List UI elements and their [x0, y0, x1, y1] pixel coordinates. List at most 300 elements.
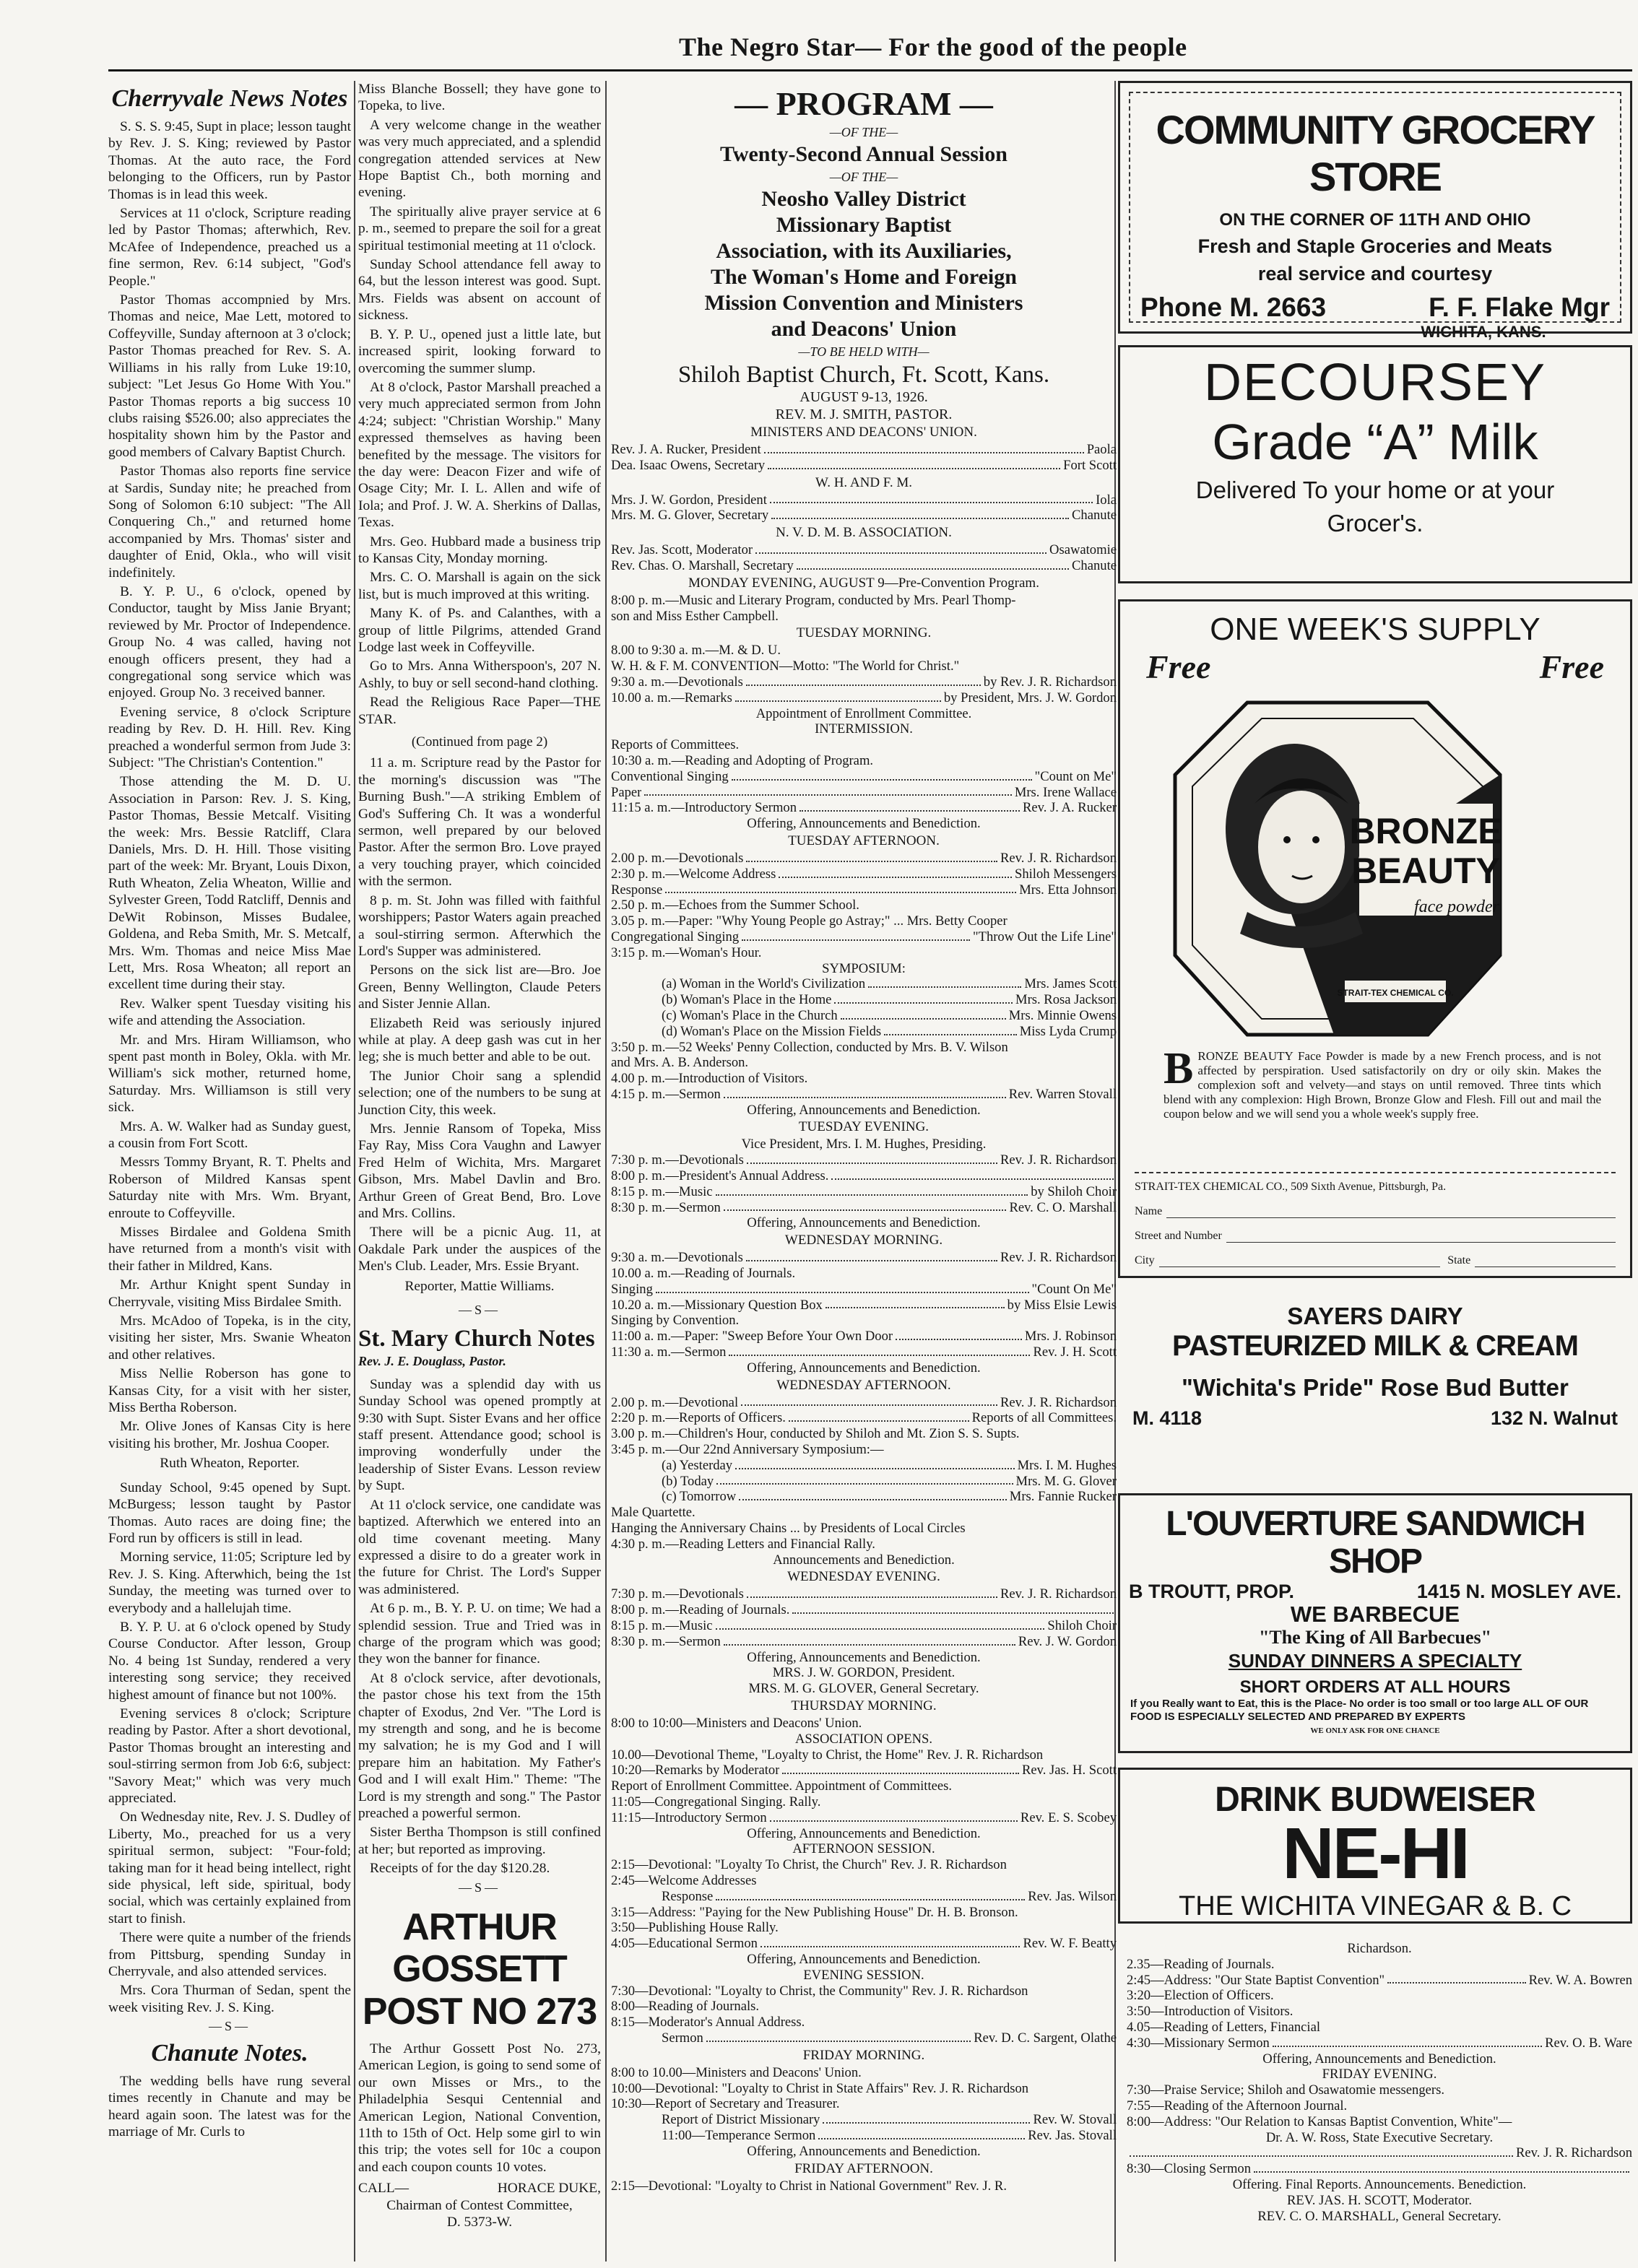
coupon-state-label: State: [1447, 1254, 1471, 1266]
program-row: [611, 1889, 1117, 1905]
dot-leader: [823, 2112, 1030, 2124]
program-lines: [611, 1313, 1117, 1329]
dot-leader: [1387, 1973, 1526, 1984]
continued-note: (Continued from page 2): [411, 734, 548, 750]
paragraph: Many K. of Ps. and Calanthes, with a group of little Pilgrims, attended Grand Lodge last week in Coffeyville.: [358, 606, 601, 655]
program-row: [611, 442, 1117, 458]
row-value: Rev. J. R. Richardson: [1000, 850, 1117, 866]
program-row: [611, 882, 1117, 898]
paragraph: Those attending the M. D. U. Association in Parson: Rev. J. S. King, Pastor Thomas, Bessie Metcalf. Visiting the week: Mrs. Bessie Ratcliff, Clara Daniels, Mrs. D. H. Hill. Those visiting part of the week: Mr. Bryant, Louis Dixon, Ruth Wheaton, Zelia Wheaton, Willie and Sylvester Green, Todd Ratcliff, Dennis and DeWit Robinson, Misses Budalee, Goldena, and Reba Smith, Mr. S. Metcalf, Mrs. Wm. Thomas and neice Miss Mae Lett, Mrs. Rosa Wheaton; all report an excellent time during their stay.: [108, 774, 351, 993]
program-rows: [611, 674, 1117, 706]
ad-bronze-beauty: [1118, 599, 1632, 1278]
row-value: Chanute: [1072, 557, 1117, 573]
column-rule: [354, 81, 355, 2262]
bronze-brand-1: BRONZE: [1349, 811, 1502, 851]
program-lines: [611, 1650, 1117, 1697]
grocery-phone-line: [1130, 292, 1620, 323]
row-value: Rev. J. W. Gordon: [1018, 1633, 1117, 1649]
program-row: [611, 976, 1117, 992]
row-value: Mrs. Minnie Owens: [1008, 1007, 1117, 1023]
program-line: 8:00 p. m.—Music and Literary Program, conducted by Mrs. Pearl Thomp-: [611, 592, 1016, 608]
program-line: son and Miss Esther Campbell.: [611, 608, 779, 624]
legion-call: CALL—: [358, 2181, 410, 2197]
program-lines: [611, 706, 1117, 769]
newspaper-title: The Negro Star— For the good of the people: [679, 32, 1187, 61]
row-label: 11:15—Introductory Sermon: [611, 1809, 767, 1825]
program-lines: [611, 1826, 1117, 1858]
bronze-copy: RONZE BEAUTY Face Powder is made by a new French process, and is not affected by perspiration. Used satisfactorily on dry or oily skin. Makes the complexion soft and velvety—and stays on until removed. Three tints which blend with any complexion: High Brown, Bronze Glow and Flesh. Fill out and mail the coupon below and we will send you a whole week's supply free.: [1164, 1049, 1601, 1121]
row-label: 4:05—Educational Sermon: [611, 1936, 758, 1952]
paragraph: Go to Mrs. Anna Witherspoon's, 207 N. Ashly, to buy or sell second-hand clothing.: [358, 659, 601, 691]
dot-leader: [755, 542, 1046, 554]
program-rows: [1127, 2145, 1632, 2177]
program-pastor: REV. M. J. SMITH, PASTOR.: [775, 407, 953, 422]
section-heading: MINISTERS AND DEACONS' UNION.: [750, 425, 977, 440]
row-label: (d) Woman's Place on the Mission Fields: [662, 1023, 882, 1039]
legion-paragraph: The Arthur Gossett Post No. 273, American Legion, is going to send some of our own Misses or Mrs., to the Philadelphia Sesqui Centennial and American Legion, National Convention, 11th to 15th of Oct. Help some girl to win this trip; the votes sell for 10c a coupon and each coupon counts 10 votes.: [358, 2041, 601, 2175]
dot-leader: [896, 1329, 1022, 1340]
program-row: [611, 1152, 1117, 1168]
program-row: [611, 1395, 1117, 1411]
row-label: Sermon: [662, 2030, 703, 2046]
program-line: Offering, Announcements and Benediction.: [747, 2143, 981, 2159]
program-row: [1127, 2145, 1632, 2161]
row-value: by President, Mrs. J. W. Gordon: [943, 690, 1117, 705]
ad-decoursey-milk: [1118, 345, 1632, 583]
row-label: 11:00 a. m.—Paper: "Sweep Before Your Own Door: [611, 1329, 893, 1344]
paragraph: Evening service, 8 o'clock Scripture reading by Rev. D. H. Hill. Rev. King preached a wonderful sermon from Jude 3: Subject: "The Christian's Contention.": [108, 704, 351, 771]
paragraph: Pastor Thomas accompnied by Mrs. Thomas and neice, Mae Lett, motored to Coffeyville, Sunday afternoon at 3 o'clock; Pastor Thomas preached for Rev. S. A. Williams in his rally from Luke 19:10, subject: "Let Jesus Go Home With You." Pastor Thomas reports a big success 10 clubs raising $526.00; also appreciates the hospitality shown him by the Pastor and good members of Calvary Baptist Church.: [108, 292, 351, 460]
dairy-phone: M. 4118: [1132, 1407, 1202, 1429]
row-label: 8:30 p. m.—Sermon: [611, 1633, 721, 1649]
coupon-street-label: Street and Number: [1135, 1230, 1222, 1242]
program-line: Offering, Announcements and Benediction.: [747, 1215, 981, 1231]
program-lines: [611, 1505, 1117, 1568]
program-row: [611, 1250, 1117, 1266]
program-line: 3:15—Address: "Paying for the New Publishing House" Dr. H. B. Bronson.: [611, 1904, 1018, 1920]
row-value: Mrs. Rosa Jackson: [1015, 992, 1117, 1008]
program-line: 10:00—Devotional: "Loyalty to Christ in State Affairs" Rev. J. R. Richardson: [611, 2080, 1029, 2096]
program-church: Shiloh Baptist Church, Ft. Scott, Kans.: [677, 362, 1050, 388]
program-line: 2:15—Devotional: "Loyalty to Christ in National Government" Rev. J. R.: [611, 2178, 1007, 2194]
paragraph: Evening services 8 o'clock; Scripture reading by Pastor. After a short devotional, Pastor Thomas brought an interesting and soul-stirring sermon from Job 6:6, subject: "Savory Meat;" which was very much appreciated.: [108, 1706, 351, 1806]
program-rows: [611, 1889, 1117, 1905]
program-line: 3:50—Publishing House Rally.: [611, 1920, 779, 1936]
dot-leader: [732, 769, 1032, 781]
milk-grade: Grade “A” Milk: [1212, 414, 1538, 470]
dot-leader: [792, 1602, 1114, 1614]
program-of: —OF THE—: [829, 125, 898, 139]
program-line: Report of Enrollment Committee. Appointment of Committees.: [611, 1778, 953, 1794]
dairy-butter: "Wichita's Pride" Rose Bud Butter: [1182, 1374, 1569, 1401]
dot-leader: [818, 2128, 1025, 2139]
program-row: [611, 1602, 1117, 1618]
dot-leader: [724, 1200, 1007, 1212]
milk-line-1: Delivered To your home or at your: [1195, 477, 1555, 503]
program-row: [611, 1087, 1117, 1103]
section-heading: W. H. AND F. M.: [815, 474, 912, 490]
symposium-rows: [611, 976, 1117, 1039]
program-line: 11:05—Congregational Singing. Rally.: [611, 1794, 821, 1809]
paragraph: A very welcome change in the weather was very much appreciated, and a splendid congregation attended services at New Hope Baptist Ch., both morning and evening.: [358, 117, 601, 201]
dot-leader: [739, 1489, 1007, 1500]
row-label: 2:20 p. m.—Reports of Officers.: [611, 1410, 786, 1426]
program-row: [611, 769, 1117, 785]
row-value: Rev. E. S. Scobey: [1020, 1809, 1117, 1825]
paragraph: B. Y. P. U. at 6 o'clock opened by Study Course Conductor. After lesson, Group No. 4 being 1st Sunday, rendered a very interesting song service; they received highest amount of finance but not 100%.: [108, 1619, 351, 1703]
program-line: REV. C. O. MARSHALL, General Secretary.: [1257, 2208, 1502, 2224]
row-value: Rev. J. R. Richardson: [1000, 1250, 1117, 1266]
program-held: —TO BE HELD WITH—: [798, 344, 930, 359]
program-line: Offering, Announcements and Benediction.: [747, 816, 981, 832]
coupon-company: STRAIT-TEX CHEMICAL CO., 509 Sixth Avenue, Pittsburgh, Pa.: [1135, 1181, 1447, 1193]
row-label: 7:30 p. m.—Devotionals: [611, 1586, 744, 1602]
row-label: 4:30—Missionary Sermon: [1127, 2035, 1270, 2051]
dot-leader: [768, 458, 1060, 469]
program-line: 3.00 p. m.—Children's Hour, conducted by Shiloh and Mt. Zion S. S. Supts.: [611, 1426, 1020, 1442]
program-lines: [1127, 2051, 1632, 2146]
paragraph: Mrs. C. O. Marshall is again on the sick list, but is much improved at this writing.: [358, 570, 601, 602]
program-row: [611, 866, 1117, 882]
nehi-drink: DRINK BUDWEISER: [1215, 1781, 1535, 1819]
bronze-dropcap: B: [1164, 1044, 1194, 1093]
program-lines: [611, 1040, 1117, 1087]
section-heading: THURSDAY MORNING.: [791, 1698, 937, 1713]
row-label: 2:30 p. m.—Welcome Address: [611, 866, 776, 882]
nehi-company: THE WICHITA VINEGAR & B. C: [1178, 1891, 1572, 1921]
row-label: Response: [662, 1888, 714, 1904]
program-row: [611, 542, 1117, 558]
program-line: ASSOCIATION OPENS.: [794, 1731, 933, 1747]
program-row: [611, 1489, 1117, 1505]
separator: —S—: [458, 1880, 500, 1895]
paragraph: At 11 o'clock service, one candidate was baptized. Afterwhich we entered into an old time covenant meeting. Many expressed a disire to do a greater work in the future for Christ. The Lord's Supper was administered.: [358, 1497, 601, 1597]
program-row: [611, 458, 1117, 474]
program-lines: [1127, 2177, 1632, 2224]
row-label: 11:15 a. m.—Introductory Sermon: [611, 800, 797, 816]
ad-louverture-sandwich: [1118, 1493, 1632, 1753]
legion-phone: D. 5373-W.: [446, 2215, 513, 2230]
row-value: by Miss Elsie Lewis: [1007, 1297, 1117, 1313]
program-row: [611, 992, 1117, 1008]
grocery-phone: Phone M. 2663: [1140, 292, 1327, 322]
program-rows: [611, 1810, 1117, 1826]
program-line: 8:00 to 10:00—Ministers and Deacons' Union.: [611, 1715, 862, 1731]
paragraph: Misses Birdalee and Goldena Smith have returned from a month's visit with their father in Mildred, Kans.: [108, 1225, 351, 1274]
coupon-street-field[interactable]: [1135, 1230, 1616, 1243]
dot-leader: [797, 558, 1069, 570]
program-continuation: [1127, 1941, 1632, 2224]
row-label: Response: [611, 882, 663, 898]
program-lines: [611, 2178, 1117, 2194]
ad-nehi: [1118, 1768, 1632, 1924]
coupon-city-field[interactable]: [1135, 1254, 1616, 1267]
row-value: Rev. J. R. Richardson: [1000, 1394, 1117, 1410]
row-label: Mrs. M. G. Glover, Secretary: [611, 508, 769, 523]
program-row: [611, 1474, 1117, 1490]
program-rows: [611, 769, 1117, 816]
program-line: 8:15—Moderator's Annual Address.: [611, 2015, 805, 2030]
dot-leader: [742, 929, 970, 941]
row-value: Reports of all Committees.: [971, 1410, 1117, 1426]
program-line: 3:50 p. m.—52 Weeks' Penny Collection, conducted by Mrs. B. V. Wilson: [611, 1039, 1008, 1055]
program-row: [611, 1810, 1117, 1826]
coupon-city-label: City: [1135, 1254, 1155, 1266]
program-line: 4.00 p. m.—Introduction of Visitors.: [611, 1071, 808, 1087]
row-value: "Throw Out the Life Line": [973, 929, 1117, 944]
paragraph: B. Y. P. U., 6 o'clock, opened by Conductor, taught by Miss Janie Bryant; reviewed by Mr. Proctor of Independence. Group No. 4 was called, having not enough officers present, they had a congregational song service which was enjoyed. Group No. 3 received banner.: [108, 583, 351, 701]
program-row: [611, 851, 1117, 866]
program-line: 3:45 p. m.—Our 22nd Anniversary Symposium:—: [611, 1442, 884, 1458]
dot-leader: [716, 1184, 1028, 1196]
row-value: Rev. W. Stovall: [1033, 2112, 1117, 2128]
sandwich-orders: SHORT ORDERS AT ALL HOURS: [1239, 1677, 1511, 1697]
row-label: 8:00 p. m.—President's Annual Address.: [611, 1168, 829, 1184]
paragraph: Mrs. Cora Thurman of Sedan, spent the week visiting Rev. J. S. King.: [108, 1983, 351, 2015]
program-womans-3: and Deacons' Union: [771, 317, 957, 341]
bronze-headline: ONE WEEK'S SUPPLY: [1210, 612, 1540, 647]
officer-rows: [611, 442, 1117, 474]
program-row: [611, 1298, 1117, 1313]
row-label: Paper: [611, 784, 642, 800]
dot-leader: [746, 851, 997, 862]
program-line: 8.00 to 9:30 a. m.—M. & D. U.: [611, 643, 781, 659]
bronze-free-line: [1120, 648, 1630, 686]
row-value: Rev. Jas. Wilson: [1028, 1888, 1117, 1904]
dairy-contact: [1118, 1407, 1632, 1430]
sandwich-dinners: SUNDAY DINNERS A SPECIALTY: [1228, 1650, 1522, 1672]
paragraph: The spiritually alive prayer service at 6 p. m., seemed to prepare the soil for a great spiritual testimonial meeting at 11 o'clock.: [358, 204, 601, 253]
program-line: MRS. M. G. GLOVER, General Secretary.: [748, 1681, 979, 1697]
program-lines: [611, 643, 1117, 674]
sandwich-king: "The King of All Barbecues": [1258, 1627, 1492, 1648]
row-label: 11:00—Temperance Sermon: [662, 2127, 816, 2143]
row-value: Paola: [1086, 442, 1117, 457]
program-line: 10.00 a. m.—Reading of Journals.: [611, 1266, 796, 1282]
program-rows: [611, 1152, 1117, 1215]
row-value: Iola: [1096, 492, 1117, 508]
dairy-address: 132 N. Walnut: [1490, 1407, 1618, 1429]
section-heading: TUESDAY MORNING.: [796, 625, 932, 641]
paragraph: Mr. and Mrs. Hiram Williamson, who spent past month in Boley, Okla. with Mr. William's sick mother, returned home, Saturday. Mrs. Williamson is still very sick.: [108, 1032, 351, 1116]
row-label: Singing: [611, 1281, 653, 1297]
program-line: EVENING SESSION.: [803, 1967, 924, 1983]
row-value: Mrs. Fannie Rucker: [1009, 1489, 1117, 1505]
program-line: Dr. A. W. Ross, State Executive Secretary.: [1265, 2129, 1494, 2145]
dot-leader: [789, 1410, 969, 1422]
row-value: Chanute: [1072, 508, 1117, 523]
section-heading: N. V. D. M. B. ASSOCIATION.: [776, 525, 952, 541]
dot-leader: [665, 882, 1016, 894]
program-lines: [611, 1716, 1117, 1763]
program-row: [1127, 1973, 1632, 1989]
program-session: Twenty-Second Annual Session: [720, 142, 1008, 166]
program-rows: [611, 1936, 1117, 1952]
coupon-name-field[interactable]: [1135, 1205, 1616, 1218]
row-value: Rev. Warren Stovall: [1008, 1086, 1117, 1102]
coupon-name-label: Name: [1135, 1205, 1163, 1217]
section-heading: MONDAY EVENING, AUGUST 9—Pre-Convention Program.: [688, 575, 1039, 591]
grocery-manager: F. F. Flake Mgr: [1429, 292, 1610, 322]
dot-leader: [770, 492, 1093, 504]
paragraph: The Junior Choir sang a splendid selection; one of the numbers to be sung at Junction City, this week.: [358, 1068, 601, 1118]
program-line: Offering, Announcements and Benediction.: [747, 1649, 981, 1665]
program-line: INTERMISSION.: [815, 721, 913, 737]
program-line: Richardson.: [1347, 1941, 1412, 1956]
dot-leader: [735, 1458, 1015, 1469]
program-line: 10:30—Report of Secretary and Treasurer.: [611, 2096, 840, 2112]
dot-leader: [724, 1087, 1006, 1098]
program-row: [611, 1168, 1117, 1184]
program-district: Neosho Valley District: [761, 187, 966, 211]
sandwich-prop-line: [1120, 1581, 1630, 1602]
program-row: [611, 492, 1117, 508]
paragraph: 11 a. m. Scripture read by the Pastor for the morning's discussion was "The Burning Bush."—A striking Emblem of God's Suffering Ch. It was a wonderful sermon, well prepared by our beloved Pastor. After the sermon Bro. Love prayed a very touching prayer, which coincided with the sermon.: [358, 755, 601, 890]
program-line: W. H. & F. M. CONVENTION—Motto: "The World for Christ.": [611, 659, 960, 674]
paragraph: 8 p. m. St. John was filled with faithful worshippers; Pastor Waters again preached a soul-stirring sermon. Afterwhich the Lord's Supper was administered.: [358, 892, 601, 959]
legion-call-line: [358, 2180, 601, 2197]
program-lines: [611, 1778, 1117, 1810]
row-label: Mrs. J. W. Gordon, President: [611, 492, 767, 508]
ad-grocery-border: [1129, 92, 1621, 341]
program-rows: [611, 851, 1117, 898]
cherryvale-paragraphs-2: [108, 1480, 351, 2017]
paragraph: At 6 p. m., B. Y. P. U. on time; We had a splendid session. True and Tried was in charge of the program which was good; they won the banner for finance.: [358, 1601, 601, 1667]
paragraph: Persons on the sick list are—Bro. Joe Green, Benny Wellington, Claude Peters and Sister Jennie Allan.: [358, 963, 601, 1012]
row-label: (a) Yesterday: [662, 1457, 733, 1473]
row-label: 2.00 p. m.—Devotional: [611, 1394, 739, 1410]
bronze-sub: face powder: [1414, 898, 1499, 916]
dot-leader: [800, 800, 1020, 812]
row-label: 10:20—Remarks by Moderator: [611, 1763, 780, 1778]
paragraph: Rev. Walker spent Tuesday visiting his wife and attending the Association.: [108, 996, 351, 1029]
program-row: [611, 1282, 1117, 1298]
program-row: [611, 929, 1117, 945]
row-value: Mrs. I. M. Hughes: [1017, 1457, 1117, 1473]
dot-leader: [834, 992, 1013, 1004]
dairy-name: SAYERS DAIRY: [1287, 1303, 1463, 1329]
paragraph: Sunday School, 9:45 opened by Supt. McBurgess; lesson taught by Pastor Thomas. Auto races are doing fine; the Ford run by officers is still in lead.: [108, 1480, 351, 1546]
legion-role: Chairman of Contest Committee,: [386, 2197, 573, 2213]
program-line: 2.50 p. m.—Echoes from the Summer School.: [611, 898, 859, 913]
paragraph: On Wednesday nite, Rev. J. S. Dudley of Liberty, Mo., preached for us a very spiritual sermon, subject: "Four-fold; taking man for it head being intellect, right side physical, left side, spiritual, body social, which was certainly explained from start to finish.: [108, 1809, 351, 1926]
dot-leader: [782, 1763, 1019, 1774]
row-value: Rev. J. H. Scott: [1033, 1344, 1117, 1360]
row-value: Rev. Jas. H. Scott: [1021, 1763, 1117, 1778]
grocery-title: COMMUNITY GROCERY STORE: [1156, 107, 1595, 199]
program-line: 2:15—Devotional: "Loyalty To Christ, the Church" Rev. J. R. Richardson: [611, 1857, 1007, 1873]
row-value: Rev. O. B. Ware: [1545, 2035, 1632, 2051]
program-row: [611, 558, 1117, 574]
dot-leader: [644, 785, 1011, 796]
paragraph: B. Y. P. U., opened just a little late, but increased spirit, looking forward to overcoming the summer slump.: [358, 326, 601, 376]
row-label: Congregational Singing: [611, 929, 740, 944]
paragraph: Receipts of for the day $120.28.: [370, 1861, 550, 1877]
row-label: (c) Tomorrow: [662, 1489, 737, 1505]
cherryvale-heading: Cherryvale News Notes: [111, 85, 348, 112]
row-label: Dea. Isaac Owens, Secretary: [611, 457, 766, 473]
program-district-2: Missionary Baptist: [776, 213, 952, 237]
program-row: [611, 690, 1117, 706]
program-lines: [611, 1857, 1117, 1889]
row-label: 8:15 p. m.—Music: [611, 1183, 713, 1199]
program-row: [611, 2030, 1117, 2046]
program-line: 2.35—Reading of Journals.: [1127, 1956, 1275, 1972]
section-heading: FRIDAY MORNING.: [802, 2047, 925, 2063]
column-rule: [605, 81, 607, 2262]
stmary-heading: St. Mary Church Notes: [358, 1326, 595, 1352]
program-line: 10:30 a. m.—Reading and Adopting of Program.: [611, 752, 874, 768]
dot-leader: [741, 1395, 997, 1407]
col2-paragraphs: [358, 81, 601, 728]
section-heading: TUESDAY AFTERNOON.: [788, 833, 940, 848]
row-value: Rev. W. F. Beatty: [1023, 1936, 1117, 1952]
sandwich-chance: WE ONLY ASK FOR ONE CHANCE: [1310, 1726, 1440, 1735]
program-rows: [611, 1250, 1117, 1266]
row-value: by Rev. J. R. Richardson: [983, 674, 1117, 690]
paragraph: Read the Religious Race Paper—THE STAR.: [358, 695, 601, 727]
sandwich-title: L'OUVERTURE SANDWICH SHOP: [1166, 1505, 1585, 1581]
row-value: Mrs. James Scott: [1024, 976, 1117, 992]
program-rows: [611, 2112, 1117, 2144]
row-value: Mrs. J. Robinson: [1024, 1329, 1117, 1344]
program-line: MRS. J. W. GORDON, President.: [772, 1665, 956, 1681]
program-association: Association, with its Auxiliaries,: [716, 239, 1012, 263]
row-value: Osawatomie: [1049, 542, 1117, 558]
program-line: 8:00—Reading of Journals.: [611, 1999, 760, 2015]
program-row: [611, 508, 1117, 523]
program-line: 3.05 p. m.—Paper: "Why Young People go Astray;" ... Mrs. Betty Cooper: [611, 913, 1008, 929]
row-label: 9:30 a. m.—Devotionals: [611, 1250, 743, 1266]
row-label: 10.00 a. m.—Remarks: [611, 690, 732, 705]
paragraph: Pastor Thomas also reports fine service at Sardis, Sunday nite; he preached from Song of Solomon 6:10 subject: "The All Conquering Ch.," and returned home accompanied by Mrs. Thomas' sister and daughter of Enid, Okla., who will visit indefinitely.: [108, 464, 351, 581]
row-value: Mrs. Irene Wallace: [1014, 784, 1117, 800]
program-rows: [1127, 2035, 1632, 2051]
program-lines: [611, 593, 1117, 625]
row-value: Rev. J. R. Richardson: [1000, 1586, 1117, 1602]
program-row: [611, 674, 1117, 690]
program-line: AFTERNOON SESSION.: [792, 1841, 935, 1857]
milk-line-2: Grocer's.: [1327, 510, 1424, 536]
sandwich-barbecue: WE BARBECUE: [1290, 1602, 1460, 1627]
program-row: [1127, 2161, 1632, 2177]
program-lines: [1127, 1988, 1632, 2035]
column-program: [611, 81, 1117, 2262]
bronze-maker: STRAIT-TEX CHEMICAL CO.: [1337, 988, 1454, 998]
row-value: Shiloh Messengers: [1015, 866, 1117, 882]
row-label: 9:30 a. m.—Devotionals: [611, 674, 743, 690]
section-heading: TUESDAY EVENING.: [798, 1119, 930, 1135]
program-rows: [611, 1763, 1117, 1778]
row-label: 11:30 a. m.—Sermon: [611, 1344, 727, 1360]
sandwich-prop: B TROUTT, PROP.: [1129, 1581, 1295, 1602]
row-label: (c) Woman's Place in the Church: [662, 1007, 838, 1023]
section-heading: WEDNESDAY EVENING.: [787, 1569, 940, 1585]
dot-leader: [841, 1008, 1006, 1020]
row-value: Rev. J. A. Rucker: [1023, 800, 1117, 816]
row-label: 2:45—Address: "Our State Baptist Convention": [1127, 1972, 1385, 1988]
paragraph: Mrs. Jennie Ransom of Topeka, Miss Fay Ray, Miss Cora Vaughn and Lawyer Fred Helm of Wichita, Mrs. Margaret Gibson, Mrs. Mabel Davlin and Bro. Arthur Green of Great Bend, Bro. Love and Mrs. Collins.: [358, 1121, 601, 1221]
program-line: FRIDAY EVENING.: [1322, 2067, 1437, 2082]
paragraph: Sunday School attendance fell away to 64, but the lesson interest was good. Supt. Mrs. Fields was absent on account of sickness.: [358, 257, 601, 323]
dot-leader: [724, 1634, 1015, 1646]
bronze-free-left: Free: [1146, 648, 1211, 685]
paragraph: Morning service, 11:05; Scripture led by Rev. J. S. King. Afterwhich, being the 1st Sunday, the meeting was turned over to everybody and a hallelujah time.: [108, 1550, 351, 1616]
row-value: Rev. J. R. Richardson: [1516, 2145, 1632, 2161]
program-rows: [611, 1586, 1117, 1649]
paragraph: There were quite a number of the friends from Pittsburg, spending Sunday in Cherryvale, and also attended services.: [108, 1930, 351, 1980]
paragraph: Sunday was a splendid day with us Sunday School was opened promptly at 9:30 with Supt. Sister Evans and her office staff present. Attendance good; school is improving wonderfully under the leadership of Sister Evans. Lesson review by Supt.: [358, 1376, 601, 1494]
